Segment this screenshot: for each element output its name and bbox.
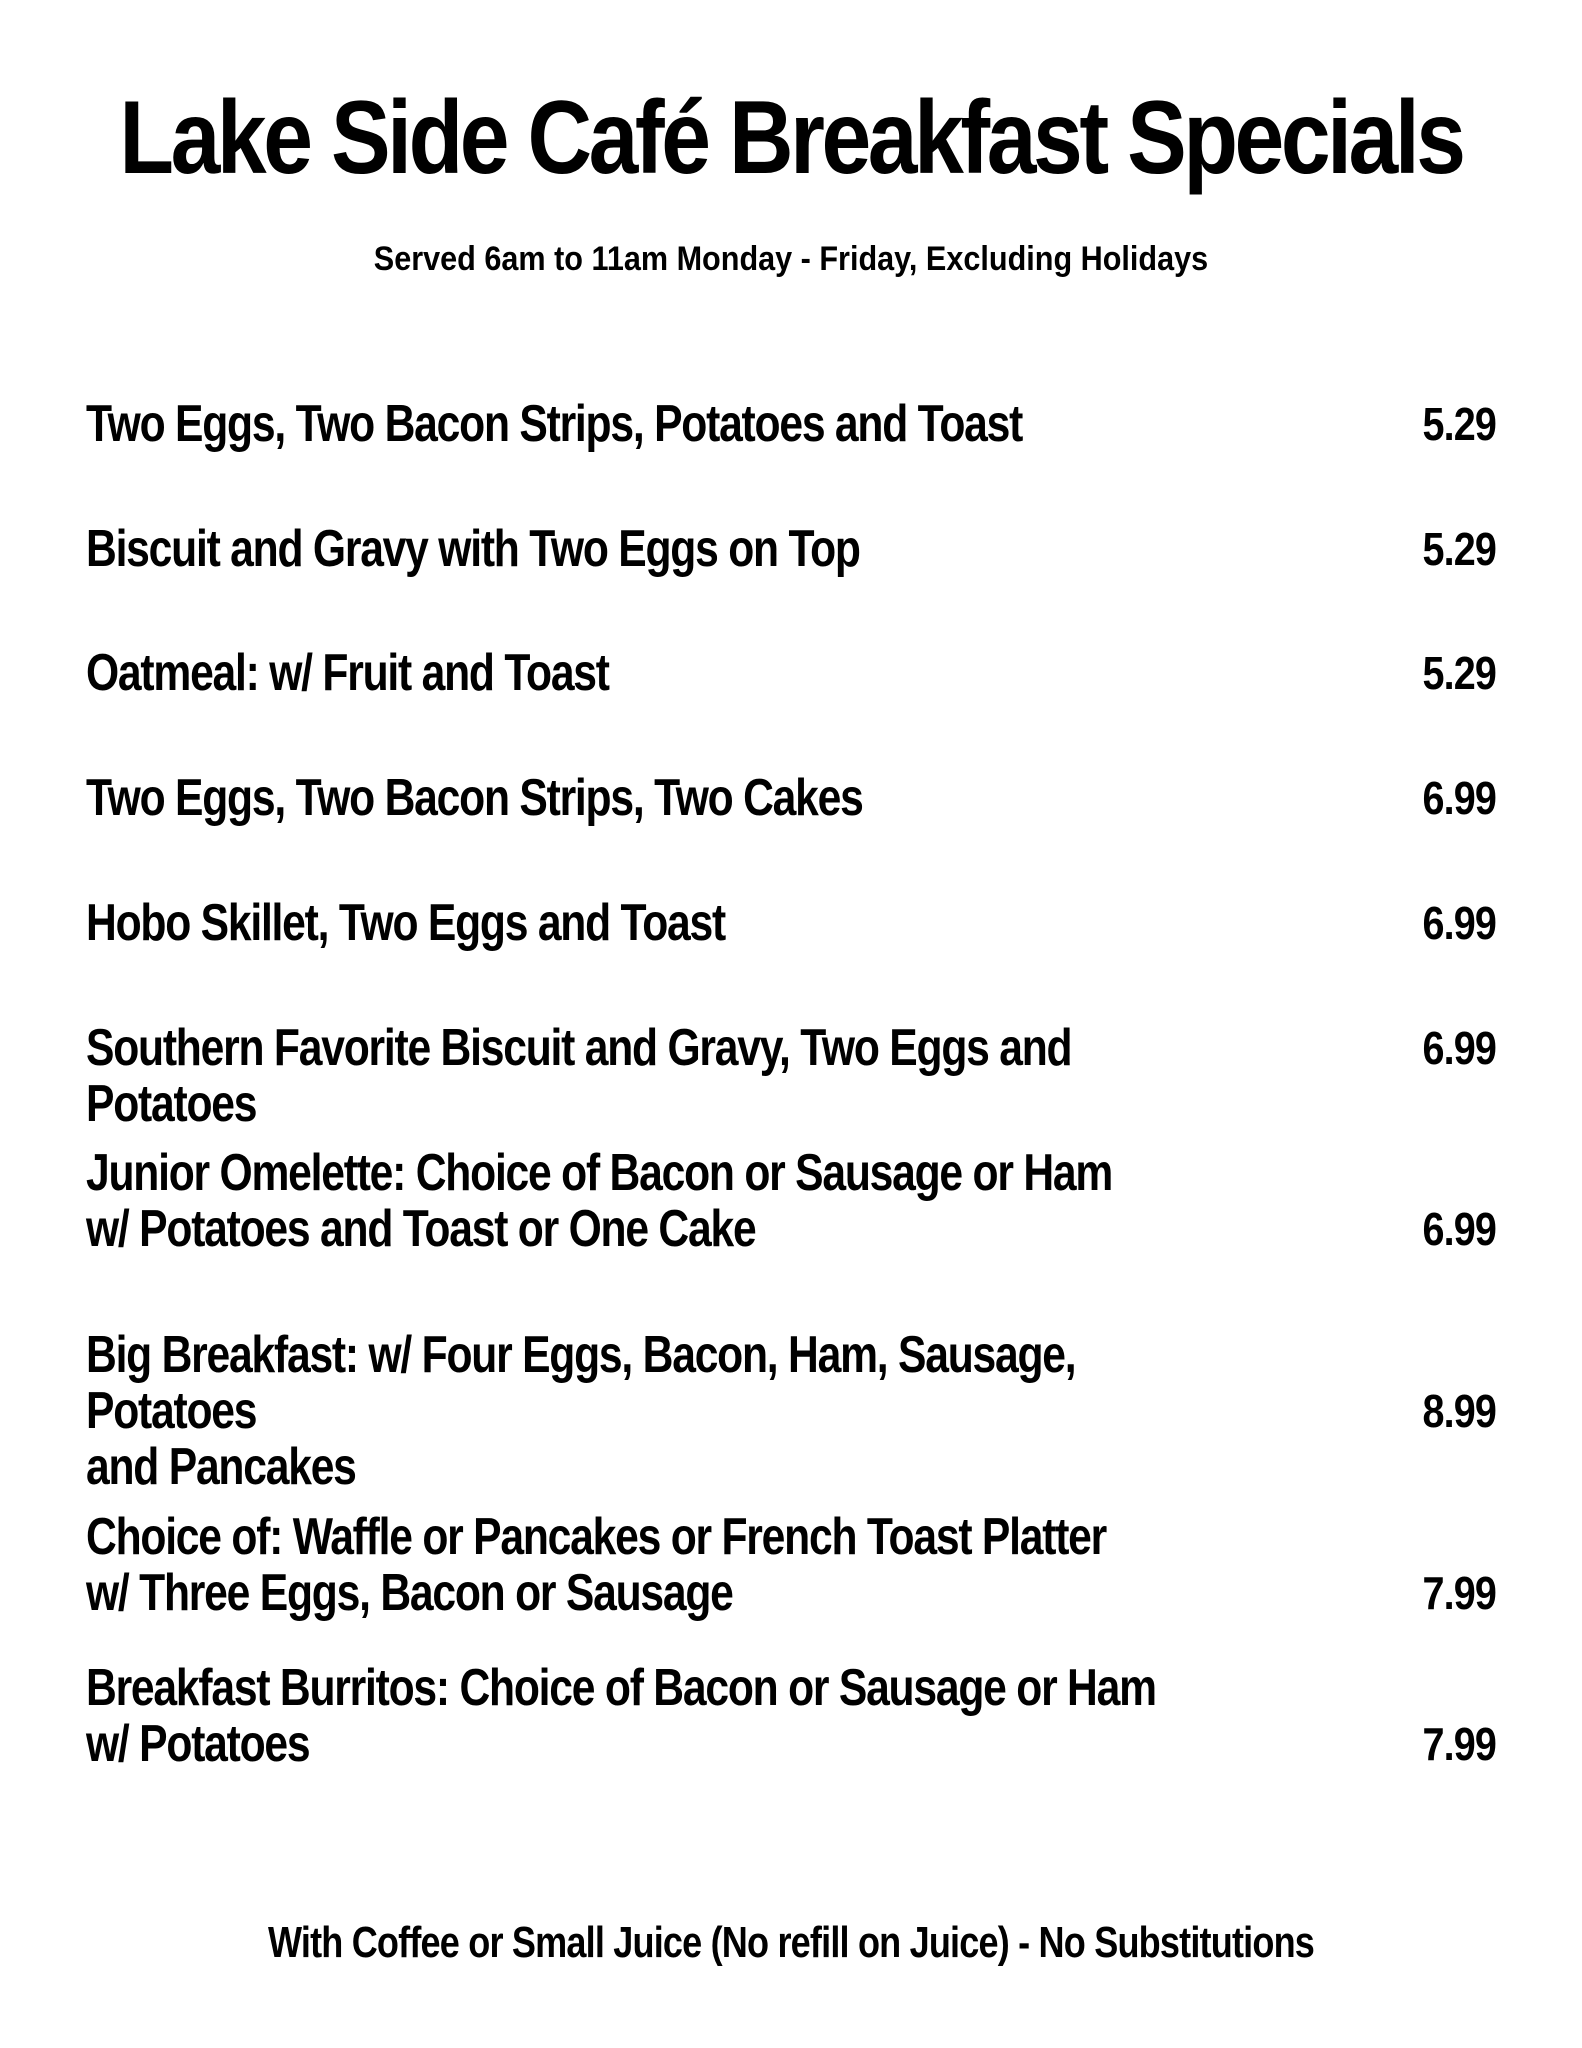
menu-item-price: 5.29 bbox=[1422, 398, 1496, 450]
menu-item-description: Southern Favorite Biscuit and Gravy, Two Eggs and Potatoes bbox=[86, 1019, 1072, 1133]
menu-item-description: Choice of: Waffle or Pancakes or French Toast Platter w/ Three Eggs, Bacon or Sausage bbox=[86, 1508, 1107, 1622]
menu-item-price: 5.29 bbox=[1422, 647, 1496, 699]
menu-item-description: Two Eggs, Two Bacon Strips, Potatoes and Toast bbox=[86, 395, 1023, 453]
menu-item-price: 6.99 bbox=[1422, 772, 1496, 824]
menu-item-description: Two Eggs, Two Bacon Strips, Two Cakes bbox=[86, 769, 863, 827]
menu-item-price: 6.99 bbox=[1422, 1022, 1496, 1074]
menu-title: Lake Side Café Breakfast Specials bbox=[119, 80, 1463, 196]
menu-item-description: Junior Omelette: Choice of Bacon or Sausage or Ham w/ Potatoes and Toast or One Cake bbox=[86, 1144, 1113, 1258]
menu-item-description: Biscuit and Gravy with Two Eggs on Top bbox=[86, 520, 860, 578]
menu-item-price: 7.99 bbox=[1422, 1718, 1496, 1770]
menu-subtitle: Served 6am to 11am Monday - Friday, Excluding Holidays bbox=[373, 240, 1209, 278]
menu-item-description: Hobo Skillet, Two Eggs and Toast bbox=[86, 894, 725, 952]
menu-item-price: 6.99 bbox=[1422, 1203, 1496, 1255]
menu-item-price: 6.99 bbox=[1422, 897, 1496, 949]
menu-item-description: Oatmeal: w/ Fruit and Toast bbox=[86, 644, 609, 702]
menu-items-list bbox=[86, 0, 1496, 2048]
menu-item-price: 8.99 bbox=[1422, 1385, 1496, 1437]
menu-footer-note: With Coffee or Small Juice (No refill on Juice) - No Substitutions bbox=[267, 1918, 1315, 1967]
menu-item-description: Breakfast Burritos: Choice of Bacon or Sausage or Ham w/ Potatoes bbox=[86, 1659, 1156, 1773]
menu-item-description: Big Breakfast: w/ Four Eggs, Bacon, Ham, Sausage, Potatoes and Pancakes bbox=[86, 1326, 1076, 1496]
menu-item-price: 7.99 bbox=[1422, 1567, 1496, 1619]
menu-item-price: 5.29 bbox=[1422, 523, 1496, 575]
